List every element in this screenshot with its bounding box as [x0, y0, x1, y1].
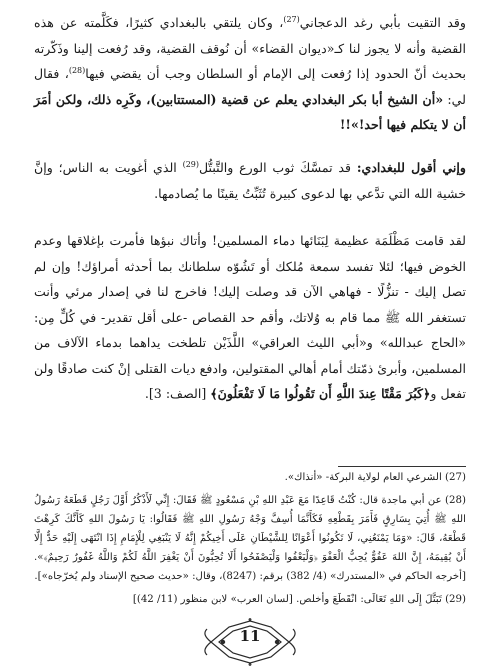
paragraph-2 — [34, 155, 466, 206]
paragraph-1 — [34, 10, 466, 138]
paragraph-3 — [34, 228, 466, 407]
paragraph-1-text-c: ، فقال لي: — [34, 66, 466, 107]
verse-reference: [الصف: 3]. — [144, 386, 211, 401]
page-number: 11 — [239, 627, 261, 645]
footnote-divider — [338, 466, 466, 467]
footnote-ref-27: (27) — [283, 14, 300, 24]
footnote-ref-28: (28) — [68, 65, 86, 75]
paragraph-1-text-b: ، وكان يلتقي بالبغدادي كثيرًا، فكَلَّمته عن هذه القضية وأنه لا يجوز لنا كـ«ديوان القضاء» أن نُوقف القضية، وقد رُفعت إلينا وذَكّرته بحديث أنّ الحدود إذا رُفعت إلى الإمام أو السلطان وجب أن يقضي فيها — [34, 15, 466, 81]
paragraph-1-quote: «أن الشيخ أبا بكر البغدادي يعلم عن قضية (المستتابين)، وكَرِه ذلك، ولكن أمَرَ أن لا يتكلم فيها أحد!»!! — [34, 91, 466, 132]
paragraph-2-text-b: الذي أغويت به الناس؛ وإنَّ خشية الله التي تدَّعي بها لدعوى كبيرة تُثَبِّتُ يقينًا ما يُصادمها. — [34, 160, 466, 201]
footnotes — [34, 468, 466, 613]
quran-verse: ﴿كَبُرَ مَقْتًا عِندَ اللَّهِ أَن تَقُولُوا مَا لَا تَفْعَلُونَ﴾ — [210, 386, 431, 401]
footnote-27: (27) الشرعي العام لولاية البركة- «أنذاك». — [284, 472, 466, 483]
paragraph-1-text-a: وقد التقيت بأبي رغد الدعجاني — [299, 15, 466, 30]
paragraph-2-lead: وإني أقول للبغدادي: — [356, 160, 466, 175]
footnote-29: (29) تَبَتَّلَ إِلَى اللهِ تَعَالَى: انْقَطَعَ وأخلص. [لسان العرب» لابن منظور (11/ 42)] — [132, 594, 466, 605]
footnote-ref-29: (29) — [182, 159, 200, 169]
footnote-28: (28) عن أبي ماجدة قال: كُنْتُ قَاعِدًا مَعَ عَبْدِ اللهِ بْنِ مَسْعُودٍ ﷺ فَقَالَ: إِنِّي لَأَذْكُرُ أَوَّلَ رَجُلٍ قَطَعَهُ رَسُولُ اللهِ ﷺ أُتِيَ بِسَارِقٍ فَأَمَرَ بِقَطْعِهِ فَكَأَنَّمَا أُسِفَّ وَجْهُ رَسُولِ اللهِ ﷺ فَقَالُوا: يَا رَسُولَ اللهِ كَأَنَّكَ كَرِهْتَ قَطْعَهُ، قَالَ: «وَمَا يَمْنَعُنِي، لَا تَكُونُوا أَعْوَانًا لِلشَّيْطَانِ عَلَى أَخِيكُمْ إِنَّهُ لَا يَنْبَغِي لِلْإِمَامِ إِذَا انْتَهَى إِلَيْهِ حَدٌّ إِلَّا أَنْ يُقِيمَهُ، إِنَّ اللهَ عَفُوٌّ يُحِبُّ الْعَفْوَ ﴿وَلْيَعْفُوا وَلْيَصْفَحُوا أَلَا تُحِبُّونَ أَنْ يَغْفِرَ اللَّهُ لَكُمْ وَاللَّهُ غَفُورٌ رَحِيمٌ﴾». [أخرجه الحاكم في «المستدرك» (4/ 382) برقم: (8247)، وقال: «حديث صحيح الإسناد ولم يُخرّجاه»]. — [34, 495, 466, 582]
paragraph-3-text: لقد قامت مَظْلَمَة عظيمة لِبَنَائها دماء المسلمين! وأتاك نبؤها فأمرت بإغلاقها وعدم الخوض فيها؛ لئلا تفسد سمعة مُلكك أو تَشُوّه سلطانك بما أحدثه أمراؤك! وإن لم تصل إليك - تنزُّلًا - فهاهي الآن قد وصلت إليك! فاخرج لنا في إصدار مرئي وأنت تستغفر الله ﷺ مما قام به وُلاتك، وأقم حد القصاص -على أقل تقدير- في كُلٍّ مِن: «الحاج عبدالله» و«أبي الليث العراقي» اللَّذَيْن تلطخت يداهما بدماء الآلاف من المسلمين، وأبرئ ذمّتك أمام أهالي المقتولين، وادفع ديات القتلى إنْ كنت صادقًا ولن تفعل و — [34, 233, 466, 401]
paragraph-2-text-a: قد تمسَّكَ ثوب الورع والتَّبتُّل — [199, 160, 357, 175]
